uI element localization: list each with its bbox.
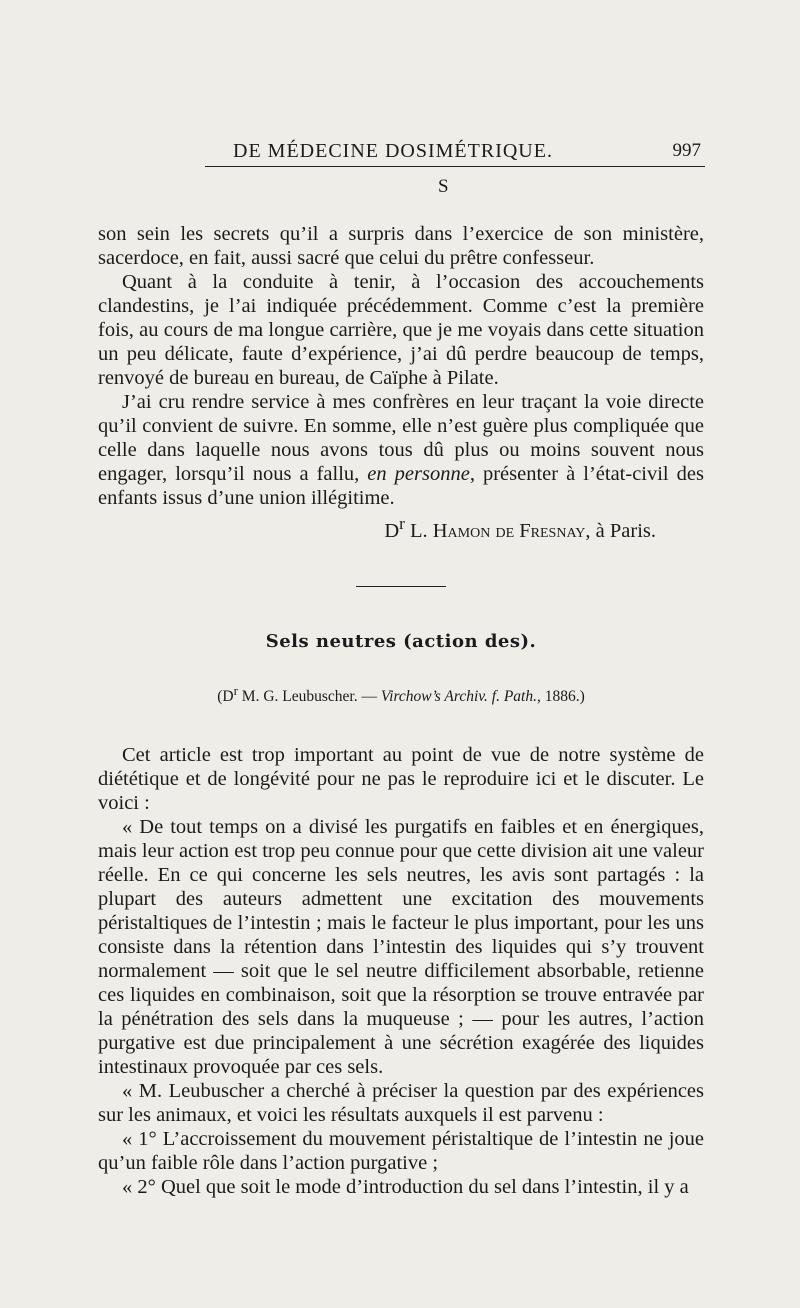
paragraph-text: J’ai cru rendre service à mes confrères en leur traçant la voie directe qu’il convient de suivre. En somme, elle n’est guère plus compliquée que celle dans laquelle nous avons tous dû plus ou moins souvent nous engager, lorsqu’il nous a fallu, — [98, 391, 704, 485]
italic-phrase: en personne — [367, 463, 470, 485]
source-journal: Virchow’s Archiv. f. Path. — [380, 687, 537, 705]
source-citation — [98, 679, 704, 709]
source-prefix: (D — [217, 687, 234, 705]
body-text — [98, 222, 704, 1199]
paragraph: « De tout temps on a divisé les purgatifs en faibles et en énergiques, mais leur action est trop peu connue pour que cette division ait une valeur réelle. En ce qui concerne les sels neutres, les avis sont partagés : la plupart des auteurs admettent une excitation des mouvements péristaltiques de l’intestin ; mais le facteur le plus important, pour les uns consiste dans la rétention dans l’intestin des liquides qui s’y trouvent normalement — soit que le sel neutre difficilement absorbable, retienne ces liquides en combinaison, soit que la résorption se trouve entravée par la pénétration des sels dans la muqueuse ; — pour les autres, l’action purgative est due principalement à une sécrétion exagérée des liquides intestinaux provoquée par ces sels. — [98, 815, 704, 1078]
paragraph: son sein les secrets qu’il a surpris dans l’exercice de son ministère, sacerdoce, en fait, aussi sacré que celui du prêtre confesseur. — [98, 223, 704, 269]
author-prefix: D — [384, 519, 400, 542]
paragraph: « M. Leubuscher a cherché à préciser la question par des expériences sur les animaux, et voici les résultats auxquels il est parvenu : — [98, 1079, 704, 1126]
source-year: , 1886.) — [536, 687, 585, 705]
signature-mark: S — [438, 176, 449, 197]
paragraph: Cet article est trop important au point de vue de notre système de diététique et de longévité pour ne pas le reproduire ici et le discuter. Le voici : — [98, 743, 704, 814]
paragraph: « 1° L’accroissement du mouvement péristaltique de l’intestin ne joue qu’un faible rôle dans l’action purgative ; — [98, 1127, 704, 1174]
running-header — [205, 138, 705, 167]
author-signature — [98, 512, 704, 543]
paragraph: Quant à la conduite à tenir, à l’occasion des accouchements clandestins, je l’ai indiquée précédemment. Comme c’est la première fois, au cours de ma longue carrière, que je me voyais dans cette situation un peu délicate, faute d’expérience, j’ai dû perdre beaucoup de temps, renvoyé de bureau en bureau, de Caïphe à Pilate. — [98, 271, 704, 389]
section-divider — [356, 586, 446, 587]
paragraph — [98, 390, 704, 510]
paragraph-text: , présenter à l’état-civil des enfants issus d’une union illégitime. — [98, 463, 704, 509]
author-place: , à Paris. — [585, 519, 656, 542]
source-author: M. G. Leubuscher. — — [237, 687, 381, 705]
author-name: L. Hamon de Fresnay — [409, 519, 586, 542]
paragraph: « 2° Quel que soit le mode d’introduction du sel dans l’intestin, il y a — [122, 1175, 689, 1198]
source-prefix-sup: r — [233, 682, 238, 698]
section-title: Sels neutres (action des). — [265, 630, 537, 652]
running-title: DE MÉDECINE DOSIMÉTRIQUE. — [233, 140, 553, 162]
author-prefix-sup: r — [399, 514, 405, 533]
page-number: 997 — [672, 140, 701, 161]
